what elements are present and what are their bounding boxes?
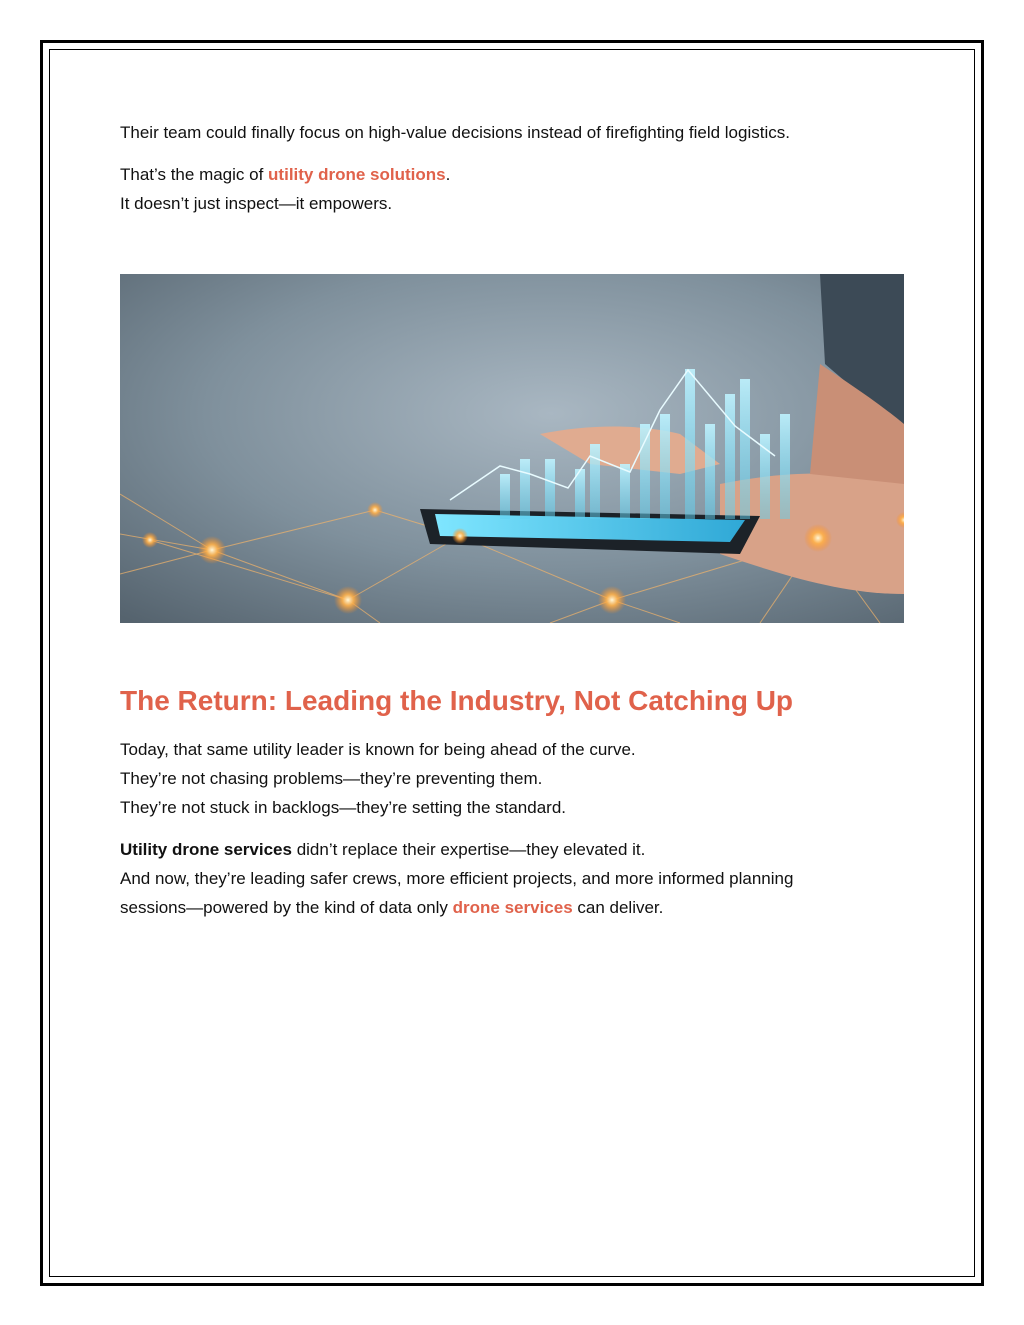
return-line-1: Today, that same utility leader is known for being ahead of the curve.: [120, 740, 636, 759]
services-paragraph: [120, 835, 904, 922]
services-line-3: [120, 893, 904, 922]
magic-prefix: That’s the magic of: [120, 165, 269, 184]
magic-line: [120, 160, 904, 189]
empowers-line: It doesn’t just inspect—it empowers.: [120, 194, 393, 213]
intro-text: Their team could finally focus on high-value decisions instead of firefighting field logistics.: [120, 123, 790, 142]
utility-drone-solutions-link[interactable]: utility drone solutions: [268, 165, 446, 184]
page-border-inner: [49, 49, 975, 1277]
services-line-2: And now, they’re leading safer crews, more efficient projects, and more informed planning: [120, 869, 794, 888]
intro-paragraph: [120, 118, 904, 147]
magic-paragraph: [120, 160, 904, 218]
page-border: [40, 40, 984, 1286]
utility-drone-services-bold: Utility drone services: [120, 840, 292, 859]
services-line-3-prefix: sessions—powered by the kind of data only: [120, 898, 453, 917]
services-line-1: [120, 835, 904, 864]
services-line-3-suffix: can deliver.: [572, 898, 664, 917]
tablet-chart-network-image: [120, 274, 904, 623]
return-line-3: They’re not stuck in backlogs—they’re setting the standard.: [120, 798, 567, 817]
return-line-2: They’re not chasing problems—they’re preventing them.: [120, 769, 543, 788]
return-paragraph: [120, 735, 904, 822]
magic-suffix: .: [445, 165, 451, 184]
services-rest: didn’t replace their expertise—they elevated it.: [291, 840, 646, 859]
hero-image: [120, 274, 904, 623]
section-heading: The Return: Leading the Industry, Not Catching Up: [120, 685, 794, 716]
drone-services-link[interactable]: drone services: [452, 898, 573, 917]
